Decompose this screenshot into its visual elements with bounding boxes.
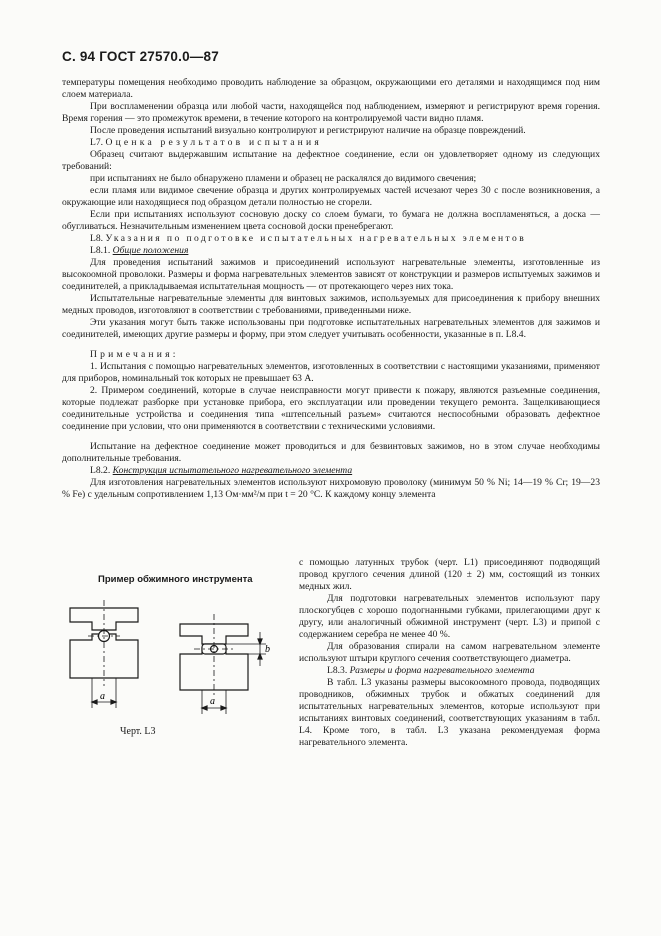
figure-crimp-tool: [62, 570, 292, 770]
section-title: Размеры и форма нагревательного элемента: [349, 665, 535, 676]
paragraph: Испытательные нагревательные элементы для винтовых зажимов, используемых для присоединения к прибору внешних медных проводов, изготовляют в соответствии с требованиями, приведенными ниже.: [62, 293, 600, 316]
paragraph: Испытание на дефектное соединение может проводиться и для безвинтовых зажимов, но в этом случае необходимы дополнительные требования.: [62, 441, 600, 464]
figure-title: Пример обжимного инструмента: [98, 574, 253, 585]
section-number: L8.: [90, 233, 104, 244]
paragraph: при испытаниях не было обнаружено пламени и образец не раскалялся до видимого свечения;: [90, 173, 477, 184]
section-title: Оценка результатов испытания: [105, 137, 322, 148]
section-number: L8.1.: [90, 245, 111, 256]
section-heading-l7: [62, 137, 600, 149]
paragraph: Для изготовления нагревательных элементов используют нихромовую проволоку (минимум 50 % Ni; 14—19 % Cr; 19—23 % Fe) с удельным сопротивлением 1,13 Ом·мм²/м при t = 20 °С. К каждому концу элемента: [62, 477, 600, 500]
section-heading-l8: [62, 233, 600, 245]
paragraph: В табл. L3 указаны размеры высокоомного провода, подводящих проводников, обжимных трубок и обжатых соединений для испытательных нагревательных элементов, которые используют при испытаниях винтовых соединений, соответствующих указаниям в табл. L4. Кроме того, в табл. L3 указана рекомендуемая форма нагревательного элемента.: [299, 677, 600, 748]
section-title: Конструкция испытательного нагревательного элемента: [112, 465, 353, 476]
right-column-text: [299, 557, 600, 749]
section-number: L7.: [90, 137, 104, 148]
paragraph: Для проведения испытаний зажимов и присоединений используют нагревательные элементы, изготовленные из высокоомной проволоки. Размеры и форма нагревательных элементов зависят от конструкции и размеров испытуемых зажимов и соединителей, а прикладываемая испытательная мощность — от протекающего через них тока.: [62, 257, 600, 292]
main-text: [62, 77, 600, 501]
section-title: Указания по подготовке испытательных нагревательных элементов: [105, 233, 527, 244]
page-header: С. 94 ГОСТ 27570.0—87: [62, 49, 219, 64]
paragraph: При воспламенении образца или любой части, находящейся под наблюдением, измеряют и регистрируют время горения. Время горения — это промежуток времени, в течение которого на контролируемой части видно пламя.: [62, 101, 600, 124]
paragraph: Если при испытаниях используют сосновую доску со слоем бумаги, то бумага не должна воспламеняться, а доска — обугливаться. Незначительным изменением цвета сосновой доски пренебрегают.: [62, 209, 600, 232]
paragraph: если пламя или видимое свечение образца и других контролируемых частей исчезают через 30 с после возникновения, а окружающие или находящиеся под образцом детали полностью не сгорели.: [62, 185, 600, 208]
section-number: L8.3.: [327, 665, 348, 676]
crimp-tool-drawing: [62, 590, 292, 740]
section-number: L8.2.: [90, 465, 111, 476]
notes-title: Примечания:: [90, 349, 179, 360]
dimension-b-label: b: [265, 644, 270, 655]
paragraph: Эти указания могут быть также использованы при подготовке испытательных нагревательных элементов для зажимов и соединителей, имеющих другие размеры и форму, при этом следует учитывать особенности, указанные в п. L8.4.: [62, 317, 600, 340]
paragraph: Для подготовки нагревательных элементов используют пару плоскогубцев с хорошо подогнанными губками, прилегающими друг к другу, или аналогичный обжимной инструмент (черт. L3) и припой с содержанием серебра не менее 40 %.: [299, 593, 600, 640]
paragraph: с помощью латунных трубок (черт. L1) присоединяют подводящий провод круглого сечения длиной (120 ± 2) мм, состоящий из тонких медных жил.: [299, 557, 600, 592]
note-item: 2. Примером соединений, которые в случае неисправности могут привести к пожару, являются разъемные соединения, которые подлежат разборке при установке прибора, его эксплуатации или проведении текущего ремонта. Защелкивающиеся соединительные устройства и соединения типа «штепсельный разъем» считаются неспособными образовать дефектное соединение при условии, что они применяются в соответствии с техническими условиями.: [62, 385, 600, 432]
paragraph: После проведения испытаний визуально контролируют и регистрируют наличие на образце повреждений.: [90, 125, 526, 136]
note-item: 1. Испытания с помощью нагревательных элементов, изготовленных в соответствии с настоящими указаниями, применяют для приборов, номинальный ток которых не превышает 63 А.: [62, 361, 600, 384]
dimension-a-label-right: a: [210, 696, 215, 707]
figure-caption: Черт. L3: [120, 726, 156, 737]
section-title: Общие положения: [112, 245, 189, 256]
paragraph: Для образования спирали на самом нагревательном элементе используют штыри круглого сечения соответствующего диаметра.: [299, 641, 600, 664]
paragraph: температуры помещения необходимо проводить наблюдение за образцом, окружающими его деталями и находящимся под ним слоем материала.: [62, 77, 600, 100]
paragraph: Образец считают выдержавшим испытание на дефектное соединение, если он удовлетворяет одному из следующих требований:: [62, 149, 600, 172]
dimension-a-label-left: a: [100, 691, 105, 702]
subsection-heading-l83: [299, 665, 600, 677]
subsection-heading-l81: [62, 245, 600, 257]
subsection-heading-l82: [62, 465, 600, 477]
